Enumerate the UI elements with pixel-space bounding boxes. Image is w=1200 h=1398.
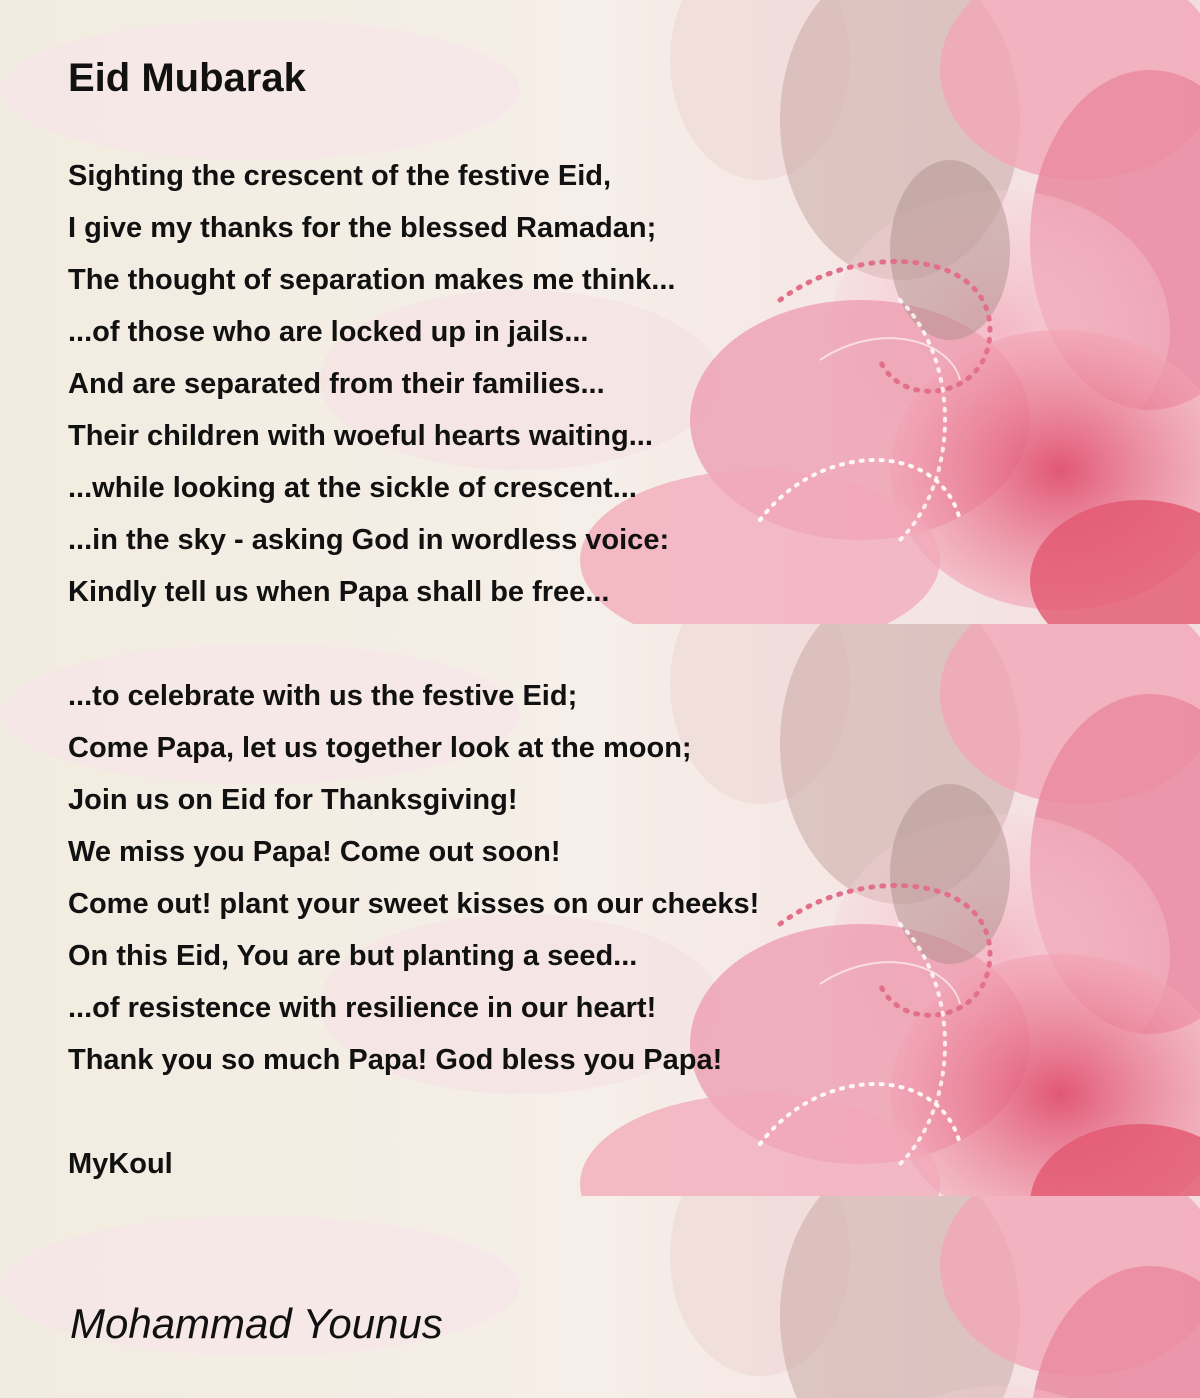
poem-line: ...of those who are locked up in jails... (68, 316, 589, 348)
poem-line: ...in the sky - asking God in wordless voice: (68, 524, 670, 556)
poem-line: Come out! plant your sweet kisses on our cheeks! (68, 888, 760, 920)
poem-line: Thank you so much Papa! God bless you Papa! (68, 1044, 723, 1076)
author-name: Mohammad Younus (70, 1300, 443, 1347)
poem-line: Come Papa, let us together look at the moon; (68, 732, 692, 764)
poem-stanza-1 (68, 150, 675, 618)
poem-signature: MyKoul (68, 1148, 173, 1180)
poem-line: And are separated from their families... (68, 368, 605, 400)
poem-line: ...of resistence with resilience in our heart! (68, 992, 657, 1024)
poem-stanza-2 (68, 670, 759, 1086)
poem-line: We miss you Papa! Come out soon! (68, 836, 561, 868)
poem-line: I give my thanks for the blessed Ramadan; (68, 212, 657, 244)
poem-line: On this Eid, You are but planting a seed... (68, 940, 638, 972)
poem-line: Their children with woeful hearts waiting... (68, 420, 653, 452)
poem-title: Eid Mubarak (68, 56, 306, 100)
poem-line: The thought of separation makes me think... (68, 264, 676, 296)
poem-line: ...to celebrate with us the festive Eid; (68, 680, 578, 712)
poem-line: Kindly tell us when Papa shall be free... (68, 576, 610, 608)
poem-line: Join us on Eid for Thanksgiving! (68, 784, 518, 816)
poem-line: ...while looking at the sickle of crescent... (68, 472, 637, 504)
poem-line: Sighting the crescent of the festive Eid, (68, 160, 612, 192)
